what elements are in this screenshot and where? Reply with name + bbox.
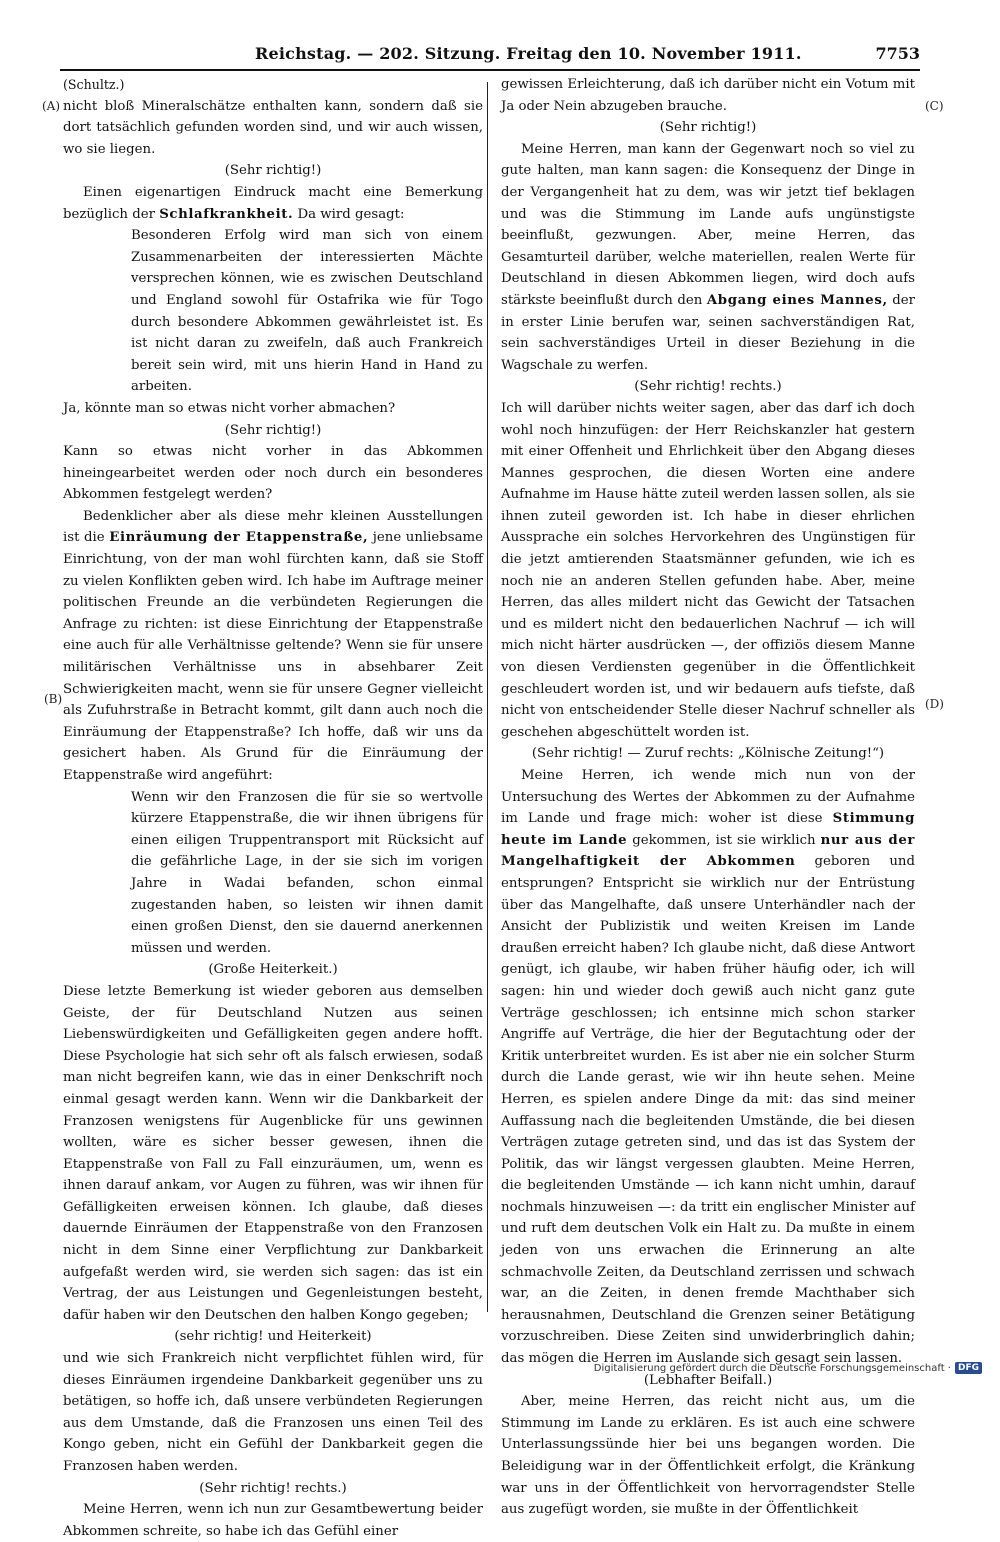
margin-mark-d: (D) — [925, 697, 944, 711]
emphasis: Stimmung heute im Lande — [501, 811, 915, 848]
paragraph: Ja, könnte man so etwas nicht vorher abmachen? — [63, 400, 396, 416]
interjection: (Sehr richtig!) — [659, 120, 757, 136]
emphasis: Einräumung der Etappenstraße, — [109, 530, 369, 546]
quotation: Wenn wir den Franzosen die für sie so wertvolle kürzere Etappenstraße, die wir ihnen übrigens für einen eiligen Truppentransport mit Rücksicht auf die gefährliche Lage, in der sie sich im vorigen Jahre in Wadai befanden, schon einmal zugestanden haben, so leisten wir ihnen damit einen großen Dienst, den sie dauernd anerkennen müssen und werden. — [131, 789, 483, 956]
interjection: (Sehr richtig! rechts.) — [199, 1480, 347, 1496]
emphasis: Abgang eines Mannes, — [706, 292, 888, 308]
interjection: (Sehr richtig!) — [224, 163, 322, 179]
speaker-name: (Schultz.) — [63, 77, 125, 92]
paragraph: Meine Herren, man kann der Gegenwart noch so viel zu gute halten, man kann sagen: die Konsequenz der Dinge in der Vergangenheit hat zu dem, was wir jetzt tief beklagen und was die Stimmung im Lande aufs ungünstigste beeinflußt, gezwungen. Aber, meine Herren, das Gesamturteil darüber, welche materiellen, realen Werte für Deutschland in diesen Abkommen liegen, wird doch aufs stärkste beeinflußt durch den Abgang eines Mannes, der in erster Linie berufen war, seinen sachverständigen Rat, sein sachverständiges Urteil in dieser Beziehung in die Wagschale zu werfen. — [501, 141, 915, 373]
paragraph: Einen eigenartigen Eindruck macht eine Bemerkung bezüglich der Schlafkrankheit. Da wird gesagt: — [63, 184, 483, 222]
paragraph: Meine Herren, ich wende mich nun von der Untersuchung des Wertes der Abkommen zu der Aufnahme im Lande und frage mich: woher ist diese Stimmung heute im Lande gekommen, ist sie wirklich nur aus der Mangelhaftigkeit der Abkommen geboren und entsprungen? Entspricht sie wirklich nur der Entrüstung über das Mangelhafte, daß unsere Unterhändler nach der Ansicht der Publizistik und weiten Kreisen im Lande draußen erreicht haben? Ich glaube nicht, daß diese Antwort genügt, ich glaube, wir haben früher häufig oder, ich will sagen: hin und wieder doch gewiß auch nicht ganz gute Verträge geschlossen; ich entsinne mich schon starker Angriffe auf Verträge, die hier der Begutachtung oder der Kritik unterbreitet wurden. Es ist aber nie ein solcher Sturm durch die Lande gerast, wie wir ihn heute sehen. Meine Herren, es spielen andere Dinge da mit: das sind meiner Auffassung nach die begleitenden Umstände, die bei diesen Verträgen zutage getreten sind, und das ist das System der Politik, das wir längst vergessen glaubten. Meine Herren, die begleitenden Umstände — ich kann nicht umhin, darauf nochmals hinzuweisen —: da tritt ein englischer Minister auf und ruft dem deutschen Volk ein Halt zu. Da mußte in einem jeden von uns erwachen die Erinnerung an alte schmachvolle Zeiten, da Deutschland zerrissen und schwach war, an die Zeiten, in denen fremde Machthaber sich herausnahmen, Deutschland die Grenzen seiner Betätigung vorzuschreiben. Diese Zeiten sind unwiderbringlich dahin; das mögen die Herren im Auslande sich gesagt sein lassen. — [501, 768, 915, 1367]
interjection: (Große Heiterkeit.) — [208, 962, 338, 978]
paragraph: und wie sich Frankreich nicht verpflichtet fühlen wird, für dieses Einräumen irgendeine Dankbarkeit gegenüber uns zu betätigen, so hoffe ich, daß unsere verbündeten Regierungen aus dem Umstande, daß die Franzosen uns einen Teil des Kongo geben, nicht ein Gefühl der Dankbarkeit gegen die Franzosen haben werden. — [63, 1351, 483, 1474]
footer-credit — [594, 1362, 982, 1374]
running-head: Reichstag. — 202. Sitzung. Freitag den 10. November 1911. — [255, 44, 802, 63]
interjection: (Lebhafter Beifall.) — [643, 1372, 773, 1388]
paragraph: Diese letzte Bemerkung ist wieder geboren aus demselben Geiste, der für Deutschland Nutzen aus seinen Liebenswürdigkeiten und Gefälligkeiten gegen andere hofft. Diese Psychologie hat sich sehr oft als falsch erwiesen, sodaß man nicht begreifen kann, wie das in einer Denkschrift noch einmal gesagt werden kann. Wenn wir die Dankbarkeit der Franzosen wenigstens für Augenblicke für uns gewinnen wollten, wäre es sicher besser gewesen, ihnen die Etappenstraße von Fall zu Fall einzuräumen, um, wenn es ihnen darauf ankam, vor Augen zu führen, was wir ihnen für Gefälligkeiten erweisen können. Ich glaube, daß dieses dauernde Einräumen der Etappenstraße von den Franzosen nicht in dem Sinne einer Verpflichtung zur Dankbarkeit aufgefaßt werden wird, sie werden sich sagen: das ist ein Vertrag, der aus Leistungen und Gegenleistungen besteht, dafür haben wir den Deutschen den halben Kongo gegeben; — [63, 983, 483, 1323]
interjection: (Sehr richtig! — Zuruf rechts: „Kölnische Zeitung!“) — [531, 746, 885, 762]
margin-mark-b: (B) — [44, 692, 63, 706]
interjection: (sehr richtig! und Heiterkeit) — [174, 1329, 372, 1345]
paragraph: nicht bloß Mineralschätze enthalten kann, sondern daß sie dort tatsächlich gefunden worden sind, und wir auch wissen, wo sie liegen. — [63, 98, 483, 157]
margin-mark-a: (A) — [42, 99, 61, 113]
paragraph: Ich will darüber nichts weiter sagen, aber das darf ich doch wohl noch hinzufügen: der Herr Reichskanzler hat gestern mit einer Offenheit und Ehrlichkeit über den Abgang dieses Mannes gesprochen, die diesen Worten eine andere Aufnahme im Hause hätte zuteil werden lassen sollen, als sie ihnen zuteil geworden ist. Ich habe in dieser ehrlichen Aussprache ein solches Hervorkehren des Ungünstigen für die jetzt amtierenden Staatsmänner gefunden, wie ich es noch nie an anderen Stellen gefunden habe. Aber, meine Herren, das alles mildert nicht das Gewicht der Tatsachen und es mildert nicht den bedauerlichen Nachruf — ich will mich nicht härter ausdrücken —, der offiziös diesem Manne von diesen Verdiensten gegenüber in die Öffentlichkeit geschleudert worden ist, und wir bedauern aufs tiefste, daß nicht von entscheidender Stelle dieser Nachruf schneller als geschehen abgeschüttelt worden ist. — [501, 400, 915, 740]
paragraph: Meine Herren, wenn ich nun zur Gesamtbewertung beider Abkommen schreite, so habe ich das Gefühl einer — [63, 1502, 483, 1539]
header-rule — [60, 69, 920, 71]
paragraph: Bedenklicher aber als diese mehr kleinen Ausstellungen ist die Einräumung der Etappenstraße, jene unliebsame Einrichtung, von der man wohl fürchten kann, daß sie Stoff zu vielen Konflikten geben wird. Ich habe im Auftrage meiner politischen Freunde an die verbündeten Regierungen die Anfrage zu richten: ist diese Einrichtung der Etappenstraße eine auch für alle Verhältnisse geltende? Wenn sie für unsere militärischen Verhältnisse uns in absehbarer Zeit Schwierigkeiten macht, wenn sie für unsere Gegner vielleicht als Zufuhrstraße in Betracht kommt, gilt dann auch noch die Einräumung der Etappenstraße? Ich hoffe, daß wir uns da gesichert haben. Als Grund für die Einräumung der Etappenstraße wird angeführt: — [63, 508, 484, 783]
left-column — [63, 74, 483, 1542]
emphasis: Schlafkrankheit. — [159, 206, 294, 222]
footer-text: Digitalisierung gefördert durch die Deutsche Forschungsgemeinschaft · — [593, 1362, 951, 1374]
quotation: Besonderen Erfolg wird man sich von einem Zusammenarbeiten der interessierten Mächte versprechen können, wie es zwischen Deutschland und England sowohl für Ostafrika wie für Togo durch besondere Abkommen gewährleistet ist. Es ist nicht daran zu zweifeln, daß auch Frankreich bereit sein wird, mit uns hierin Hand in Hand zu arbeiten. — [131, 228, 483, 395]
margin-mark-c: (C) — [925, 99, 944, 113]
column-divider — [487, 82, 488, 1312]
page-number: 7753 — [875, 44, 920, 63]
right-column — [501, 74, 915, 1521]
interjection: (Sehr richtig! rechts.) — [634, 379, 782, 395]
paragraph: Aber, meine Herren, das reicht nicht aus, um die Stimmung im Lande zu erklären. Es ist auch eine schwere Unterlassungssünde hier bei uns begangen worden. Die Beleidigung war in der Öffentlichkeit erfolgt, die Kränkung war uns in der Öffentlichkeit von hervorragendster Stelle aus zugefügt worden, sie mußte in der Öffentlichkeit — [501, 1394, 915, 1518]
emphasis: nur aus der Mangelhaftigkeit der Abkommen — [501, 832, 915, 870]
page-header — [255, 44, 920, 66]
dfg-logo-icon: DFG — [955, 1362, 982, 1374]
interjection: (Sehr richtig!) — [224, 422, 322, 438]
paragraph: gewissen Erleichterung, daß ich darüber nicht ein Votum mit Ja oder Nein abzugeben brauche. — [501, 77, 915, 114]
paragraph: Kann so etwas nicht vorher in das Abkommen hineingearbeitet werden oder noch durch ein besonderes Abkommen festgelegt werden? — [63, 444, 483, 503]
